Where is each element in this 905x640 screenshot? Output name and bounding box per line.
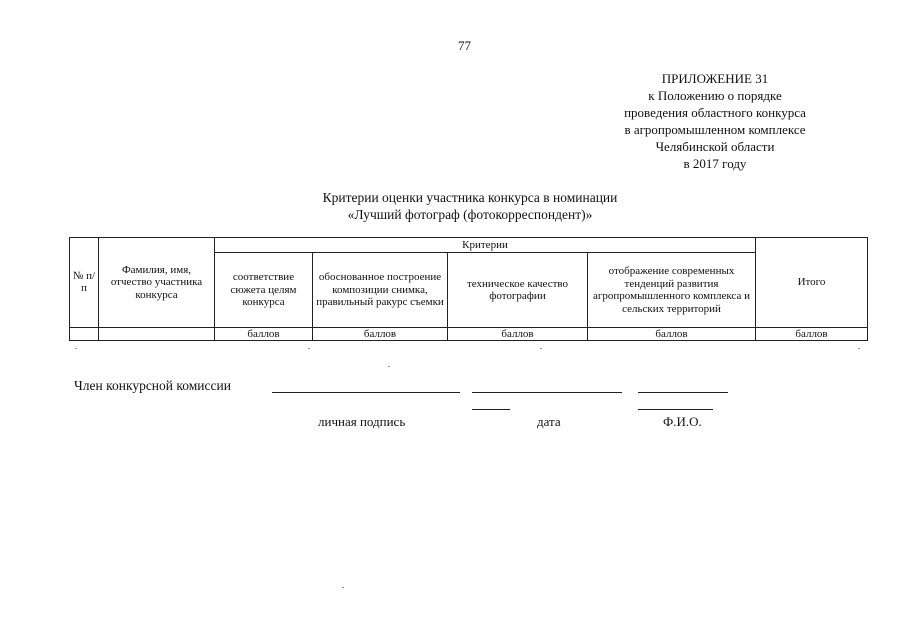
table-units-row [70,327,868,340]
scan-speck [308,348,310,349]
header-full-name: Фамилия, имя, отчество участника конкурса [99,238,215,328]
appendix-line: Челябинской области [655,139,775,154]
page-number: 77 [458,38,471,53]
name-line-short [638,409,713,410]
header-criteria: Критерии [215,238,756,253]
title-line-1: Критерии оценки участника конкурса в номинации [322,190,618,205]
criterion-1: соответствие сюжета целям конкурса [215,253,313,328]
date-caption: дата [537,414,561,429]
scan-speck [388,366,390,367]
criterion-4: отображение современных тенденций развития агропромышленного комплекса и сельских территорий [588,253,756,328]
name-line [638,392,728,393]
date-line [472,392,622,393]
signature-line [272,392,460,393]
criterion-2: обоснованное построение композиции снимка, правильный ракурс съемки [313,253,448,328]
appendix-line: проведения областного конкурса [624,105,806,120]
title-line-2: «Лучший фотограф (фотокорреспондент)» [347,207,593,222]
name-caption: Ф.И.О. [663,414,702,429]
appendix-line: в агропромышленном комплексе [624,122,806,137]
unit-cell: баллов [448,327,588,340]
table-header-row [70,238,868,253]
scan-speck [342,587,344,588]
header-number: № п/п [70,238,99,328]
unit-cell: баллов [756,327,868,340]
criteria-table [69,237,868,341]
scan-speck [75,348,77,349]
document-title [230,189,710,223]
scan-speck [858,348,860,349]
header-total: Итого [756,238,868,328]
table-cell-empty [70,327,99,340]
commission-member-label: Член конкурсной комиссии [74,378,231,393]
unit-cell: баллов [313,327,448,340]
table-cell-empty [99,327,215,340]
criterion-3: техническое качество фотографии [448,253,588,328]
appendix-line: к Положению о порядке [648,88,782,103]
signature-caption: личная подпись [318,414,406,429]
appendix-line: ПРИЛОЖЕНИЕ 31 [661,71,769,86]
appendix-line: в 2017 году [683,156,747,171]
unit-cell: баллов [215,327,313,340]
unit-cell: баллов [588,327,756,340]
scan-speck [540,348,542,349]
appendix-heading [560,70,870,172]
date-line-short [472,409,510,410]
